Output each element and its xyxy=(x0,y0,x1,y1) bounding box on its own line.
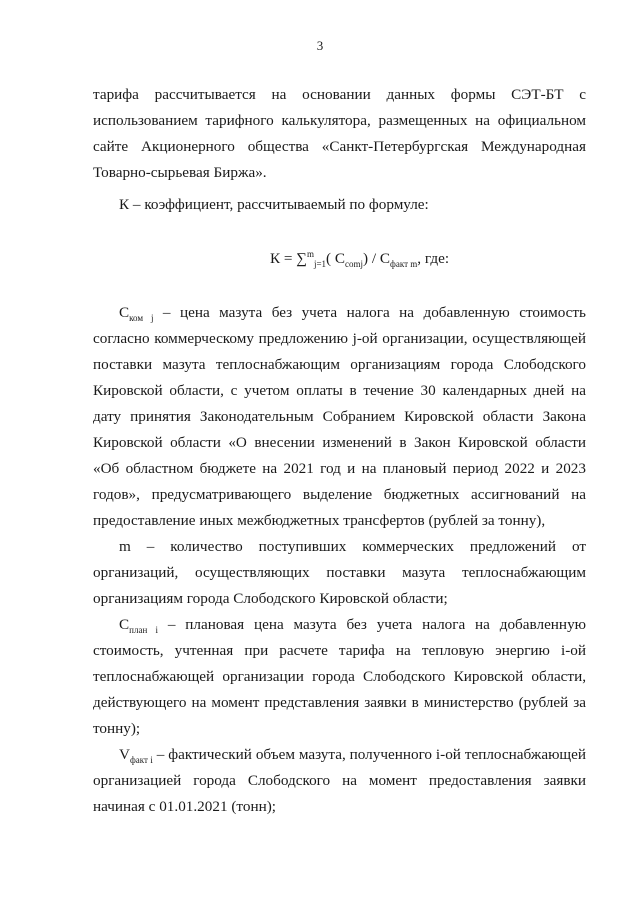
paragraph-coefficient-k: К – коэффициент, рассчитываемый по формуле: xyxy=(119,196,429,213)
page-number: 3 xyxy=(316,38,324,53)
paragraph-m-definition: m – количество поступивших коммерческих предложений от организаций, осуществляющих поставки мазута теплоснабжающим организациям города Слободского Кировской области; xyxy=(93,538,586,607)
sum-symbol: ∑ xyxy=(296,251,307,267)
v-fakt-subscript: факт i xyxy=(129,755,153,766)
sum-lower-limit: j=1 xyxy=(313,259,327,270)
paragraph-c-kom: $С_{ком j}$ – цена мазута без учета налога на добавленную стоимость согласно коммерческому предложению j-ой организации, осуществляющей поставки мазута теплоснабжающим организациям города Слободского Кировской области, с учетом оплаты в течение 30 календарных дней на дату принятия Законодательным Собранием Кировской области Закона Кировской области «О внесении изменений в Закон Кировской области «Об областном бюджете на 2021 год и на плановый период 2022 и 2023 годов», предусматривающего выделение бюджетных ассигнований на предоставление иных межбюджетных трансфертов (рублей за тонну), xyxy=(93,304,586,529)
paragraph-tariff-basis: тарифа рассчитывается на основании данных формы СЭТ-БТ с использованием тарифного калькулятора, размещенных на официальном сайте Акционерного общества «Санкт-Петербургская Международная Товарно-сырьевая Биржа». xyxy=(93,86,586,181)
document-body xyxy=(93,82,586,820)
c-plan-definition: – плановая цена мазута без учета налога на добавленную стоимость, учтенная при расчете тарифа на тепловую энергию i-ой теплоснабжающей организации города Слободского Кировской области, действующего на момент представления заявки в министерство (рублей за тонну); xyxy=(93,616,587,737)
formula-open: ( С xyxy=(326,250,346,267)
formula-lhs: К = xyxy=(269,250,297,267)
formula-tail: , где: xyxy=(417,250,450,267)
paragraph-v-fakt: $V_{факт i}$ – фактический объем мазута, полученного i-ой теплоснабжающей организацией города Слободского на момент предоставления заявки начиная с 01.01.2021 (тонн); xyxy=(93,746,586,815)
c-kom-definition: – цена мазута без учета налога на добавленную стоимость согласно коммерческому предложению j-ой организации, осуществляющей поставки мазута теплоснабжающим организациям города Слободского Кировской области, с учетом оплаты в течение 30 календарных дней на дату принятия Законодательным Собранием Кировской области Закона Кировской области «О внесении изменений в Закон Кировской области «Об областном бюджете на 2021 год и на плановый период 2022 и 2023 годов», предусматривающего выделение бюджетных ассигнований на предоставление иных межбюджетных трансфертов (рублей за тонну), xyxy=(93,304,586,529)
formula-denominator-sub: факт m xyxy=(390,259,418,270)
c-plan-subscript: план i xyxy=(129,625,159,636)
formula-k xyxy=(93,246,586,272)
formula-close: ) / С xyxy=(363,250,391,267)
formula-c-sub: comj xyxy=(345,259,364,270)
v-fakt-definition: – фактический объем мазута, полученного i-ой теплоснабжающей организацией города Слободского на момент предоставления заявки начиная с 01.01.2021 (тонн); xyxy=(93,746,586,815)
c-kom-subscript: ком j xyxy=(129,313,154,324)
sum-upper-limit: m xyxy=(306,248,314,259)
paragraph-c-plan: $С_{план i}$ – плановая цена мазута без учета налога на добавленную стоимость, учтенная при расчете тарифа на тепловую энергию i-ой теплоснабжающей организации города Слободского Кировской области, действующего на момент представления заявки в министерство (рублей за тонну); xyxy=(93,616,587,737)
